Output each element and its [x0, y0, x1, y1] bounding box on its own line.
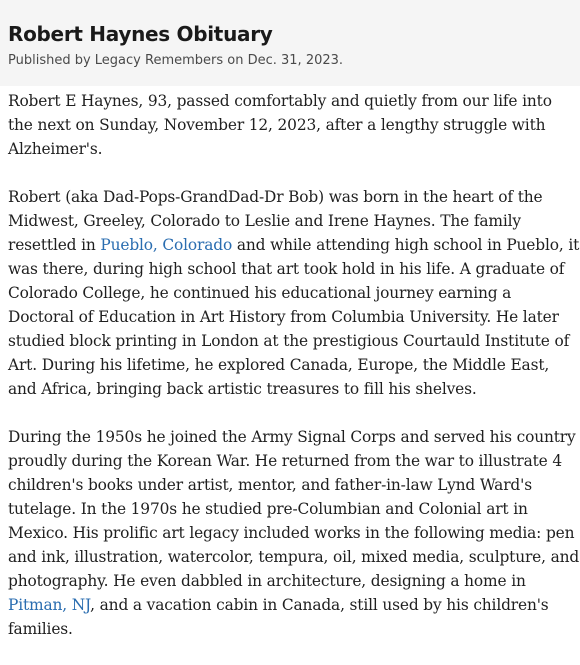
paragraph-3-text-a: During the 1950s he joined the Army Signal Corps and served his country proudly during the Korean War. He returned from the war to illustrate 4 children's books under artist, mentor, and father-in-law Lynd Ward's tutelage. In the 1970s he studied pre-Columbian and Colonial art in Mexico. His prolific art legacy included works in the following media: pen and ink, illustration, watercolor, tempura, oil, mixed media, sculpture, and photography. He even dabbled in architecture, designing a home in [8, 428, 580, 590]
obituary-body [8, 89, 580, 665]
page-title: Robert Haynes Obituary [8, 22, 273, 46]
paragraph-2-text-b: and while attending high school in Pueblo, it was there, during high school that art took hold in his life. A graduate of Colorado College, he continued his educational journey earning a Doctoral of Education in Art History from Columbia University. He later studied block printing in London at the prestigious Courtauld Institute of Art. During his lifetime, he explored Canada, Europe, the Middle East, and Africa, bringing back artistic treasures to fill his shelves. [8, 236, 580, 398]
paragraph-1 [8, 89, 580, 161]
paragraph-1-text: Robert E Haynes, 93, passed comfortably and quietly from our life into the next on Sunday, November 12, 2023, after a lengthy struggle with Alzheimer's. [8, 92, 552, 158]
pitman-nj-link[interactable]: Pitman, NJ [8, 596, 91, 614]
byline: Published by Legacy Remembers on Dec. 31, 2023. [8, 53, 344, 68]
paragraph-3-text-b: , and a vacation cabin in Canada, still used by his children's families. [8, 596, 549, 638]
paragraph-2 [8, 185, 580, 401]
pueblo-colorado-link[interactable]: Pueblo, Colorado [100, 236, 233, 254]
paragraph-2-text-a: Robert (aka Dad-Pops-GrandDad-Dr Bob) was born in the heart of the Midwest, Greeley, Colorado to Leslie and Irene Haynes. The family resettled in [8, 188, 543, 254]
obituary-header [8, 20, 580, 70]
paragraph-3 [8, 425, 580, 641]
